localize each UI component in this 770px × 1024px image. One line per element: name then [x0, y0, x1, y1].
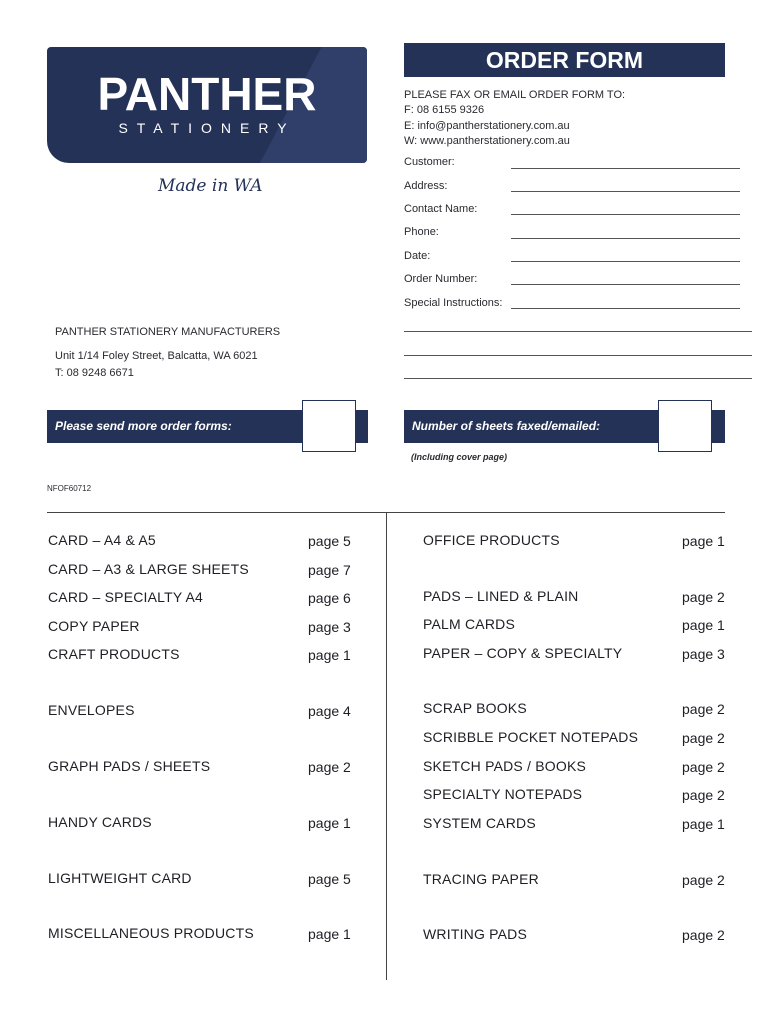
address-label: Address: — [404, 180, 448, 192]
order-number-field[interactable] — [511, 284, 740, 285]
index-item-page: page 2 — [682, 730, 725, 746]
order-number-label: Order Number: — [404, 273, 478, 285]
index-item-name: CRAFT PRODUCTS — [48, 646, 180, 662]
index-item-name: CARD – SPECIALTY A4 — [48, 589, 204, 605]
index-item-page: page 2 — [308, 759, 351, 775]
phone-field[interactable] — [511, 238, 740, 239]
special-instructions-label: Special Instructions: — [404, 297, 503, 309]
special-instructions-field[interactable] — [511, 308, 740, 309]
index-item-page: page 2 — [682, 787, 725, 803]
customer-label: Customer: — [404, 156, 455, 168]
logo-subtitle: STATIONERY — [118, 120, 296, 136]
email-address: E: info@pantherstationery.com.au — [404, 120, 570, 132]
made-in-tagline: Made in WA — [158, 176, 263, 196]
address-field[interactable] — [511, 191, 740, 192]
index-item-name: SCRIBBLE POCKET NOTEPADS — [423, 729, 639, 745]
index-item-name: CARD – A3 & LARGE SHEETS — [48, 561, 249, 577]
index-item-page: page 4 — [308, 703, 351, 719]
index-item-name: SPECIALTY NOTEPADS — [423, 786, 583, 802]
sheets-note: (Including cover page) — [411, 452, 508, 462]
index-item-page: page 5 — [308, 871, 351, 887]
index-item-name: PALM CARDS — [423, 616, 515, 632]
index-item-name: ENVELOPES — [48, 702, 135, 718]
manufacturer-address: Unit 1/14 Foley Street, Balcatta, WA 6021 — [55, 350, 258, 362]
special-instructions-line[interactable] — [404, 331, 752, 332]
manufacturer-phone: T: 08 9248 6671 — [55, 367, 134, 379]
index-divider-vertical — [386, 512, 387, 980]
special-instructions-line[interactable] — [404, 355, 752, 356]
index-item-name: PADS – LINED & PLAIN — [423, 588, 579, 604]
date-field[interactable] — [511, 261, 740, 262]
index-item-name: SCRAP BOOKS — [423, 700, 527, 716]
index-item-name: CARD – A4 & A5 — [48, 532, 156, 548]
form-code: NFOF60712 — [47, 484, 92, 493]
index-item-name: MISCELLANEOUS PRODUCTS — [48, 925, 254, 941]
send-more-label: Please send more order forms: — [55, 419, 232, 433]
send-more-checkbox[interactable] — [302, 400, 356, 452]
index-item-page: page 1 — [308, 647, 351, 663]
index-item-name: OFFICE PRODUCTS — [423, 532, 560, 548]
index-item-name: GRAPH PADS / SHEETS — [48, 758, 211, 774]
sheets-label: Number of sheets faxed/emailed: — [412, 419, 601, 433]
index-item-page: page 2 — [682, 872, 725, 888]
manufacturer-name: PANTHER STATIONERY MANUFACTURERS — [55, 326, 281, 338]
index-item-page: page 2 — [682, 759, 725, 775]
sheets-count-box[interactable] — [658, 400, 712, 452]
index-item-page: page 2 — [682, 927, 725, 943]
index-item-page: page 1 — [682, 533, 725, 549]
index-item-page: page 1 — [308, 815, 351, 831]
order-form-title: ORDER FORM — [404, 43, 725, 77]
index-item-page: page 3 — [682, 646, 725, 662]
phone-label: Phone: — [404, 226, 439, 238]
index-item-page: page 1 — [682, 816, 725, 832]
index-item-name: TRACING PAPER — [423, 871, 539, 887]
index-item-name: HANDY CARDS — [48, 814, 152, 830]
index-item-page: page 5 — [308, 533, 351, 549]
index-item-name: COPY PAPER — [48, 618, 140, 634]
fax-heading: PLEASE FAX OR EMAIL ORDER FORM TO: — [404, 89, 626, 101]
index-item-name: SKETCH PADS / BOOKS — [423, 758, 587, 774]
brand-logo — [47, 47, 367, 163]
contact-name-label: Contact Name: — [404, 203, 478, 215]
customer-field[interactable] — [511, 168, 740, 169]
special-instructions-line[interactable] — [404, 378, 752, 379]
index-item-page: page 2 — [682, 589, 725, 605]
index-item-name: WRITING PADS — [423, 926, 528, 942]
index-item-page: page 1 — [308, 926, 351, 942]
index-item-name: LIGHTWEIGHT CARD — [48, 870, 192, 886]
index-item-name: SYSTEM CARDS — [423, 815, 536, 831]
index-item-page: page 3 — [308, 619, 351, 635]
date-label: Date: — [404, 250, 431, 262]
index-item-name: PAPER – COPY & SPECIALTY — [423, 645, 623, 661]
index-item-page: page 6 — [308, 590, 351, 606]
fax-number: F: 08 6155 9326 — [404, 104, 485, 116]
index-item-page: page 2 — [682, 701, 725, 717]
contact-name-field[interactable] — [511, 214, 740, 215]
index-item-page: page 7 — [308, 562, 351, 578]
web-address: W: www.pantherstationery.com.au — [404, 135, 570, 147]
index-item-page: page 1 — [682, 617, 725, 633]
logo-wordmark: PANTHER — [97, 68, 317, 120]
